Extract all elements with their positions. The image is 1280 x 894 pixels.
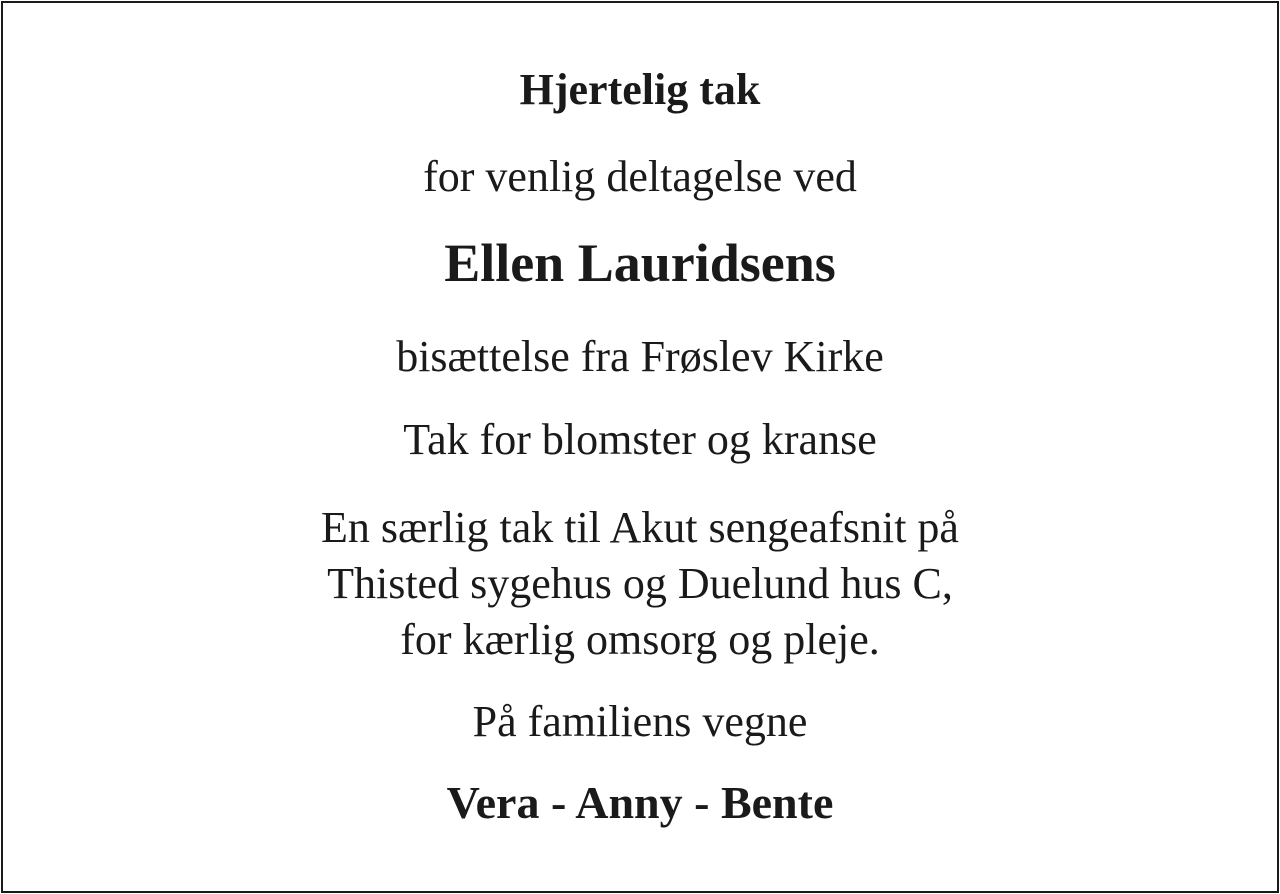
special-thanks-line: for kærlig omsorg og pleje. [400,615,880,664]
notice-intro: for venlig deltagelse ved [423,152,857,201]
signers: Vera - Anny - Bente [446,777,834,828]
special-thanks-line: Thisted sygehus og Duelund hus C, [327,559,953,608]
special-thanks [0,500,1280,668]
notice-heading: Hjertelig tak [519,65,761,114]
behalf-text: På familiens vegne [472,697,808,746]
special-thanks-line: En særlig tak til Akut sengeafsnit på [321,503,959,552]
deceased-name: Ellen Lauridsens [444,233,836,293]
ceremony-text: bisættelse fra Frøslev Kirke [396,332,884,381]
flowers-thanks: Tak for blomster og kranse [403,415,877,464]
